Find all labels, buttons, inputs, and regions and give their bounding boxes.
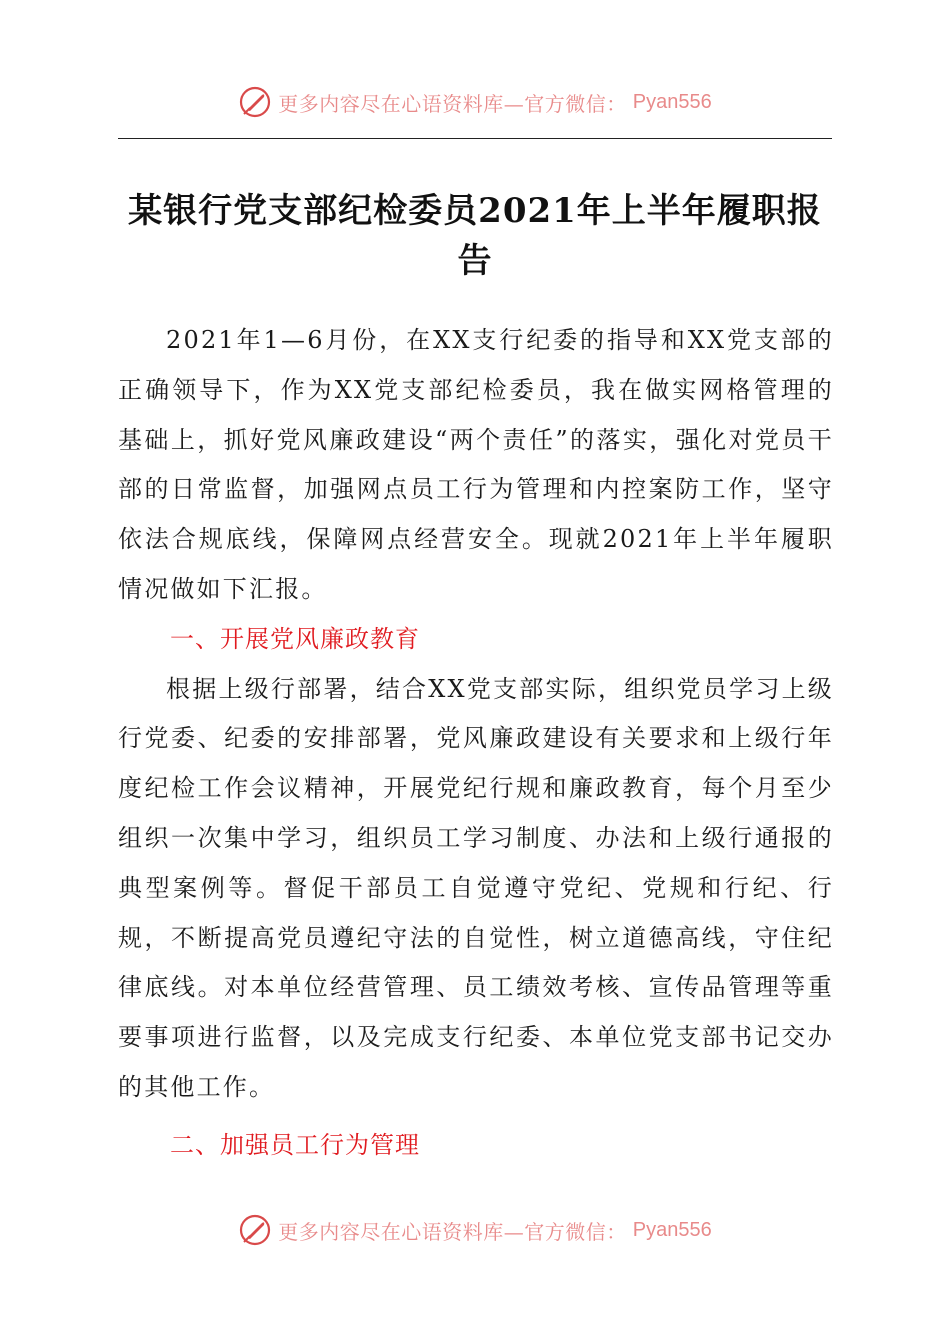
intro-paragraph: 2021年1—6月份，在XX支行纪委的指导和XX党支部的正确领导下，作为XX党支部纪检委员，我在做实网格管理的基础上，抓好党风廉政建设“两个责任”的落实，强化对党员干部的日常监督，加强网点员工行为管理和内控案防工作，坚守依法合规底线，保障网点经营安全。现就2021年上半年履职情况做如下汇报。	[118, 326, 834, 603]
watermark-text: 更多内容尽在心语资料库—官方微信：	[278, 91, 627, 116]
header-divider	[118, 138, 832, 139]
quill-logo-icon	[238, 1213, 272, 1247]
watermark-wechat-id: Pyan556	[632, 1218, 712, 1241]
section-heading-1: 一、开展党风廉政教育	[170, 624, 420, 653]
section-paragraph-1: 根据上级行部署，结合XX党支部实际，组织党员学习上级行党委、纪委的安排部署，党风廉政建设有关要求和上级行年度纪检工作会议精神，开展党纪行规和廉政教育，每个月至少组织一次集中学习，组织员工学习制度、办法和上级行通报的典型案例等。督促干部员工自觉遵守党纪、党规和行纪、行规，不断提高党员遵纪守法的自觉性，树立道德高线，守住纪律底线。对本单位经营管理、员工绩效考核、宣传品管理等重要事项进行监督，以及完成支行纪委、本单位党支部书记交办的其他工作。	[118, 674, 834, 1101]
section-heading-2: 二、加强员工行为管理	[170, 1130, 420, 1159]
document-body	[118, 316, 834, 1171]
footer-watermark	[0, 1210, 950, 1250]
watermark-wechat-id: Pyan556	[632, 90, 712, 113]
quill-logo-icon	[238, 85, 272, 119]
header-watermark	[0, 82, 950, 122]
document-title: 某银行党支部纪检委员2021年上半年履职报告	[128, 191, 822, 281]
watermark-text: 更多内容尽在心语资料库—官方微信：	[278, 1219, 627, 1244]
